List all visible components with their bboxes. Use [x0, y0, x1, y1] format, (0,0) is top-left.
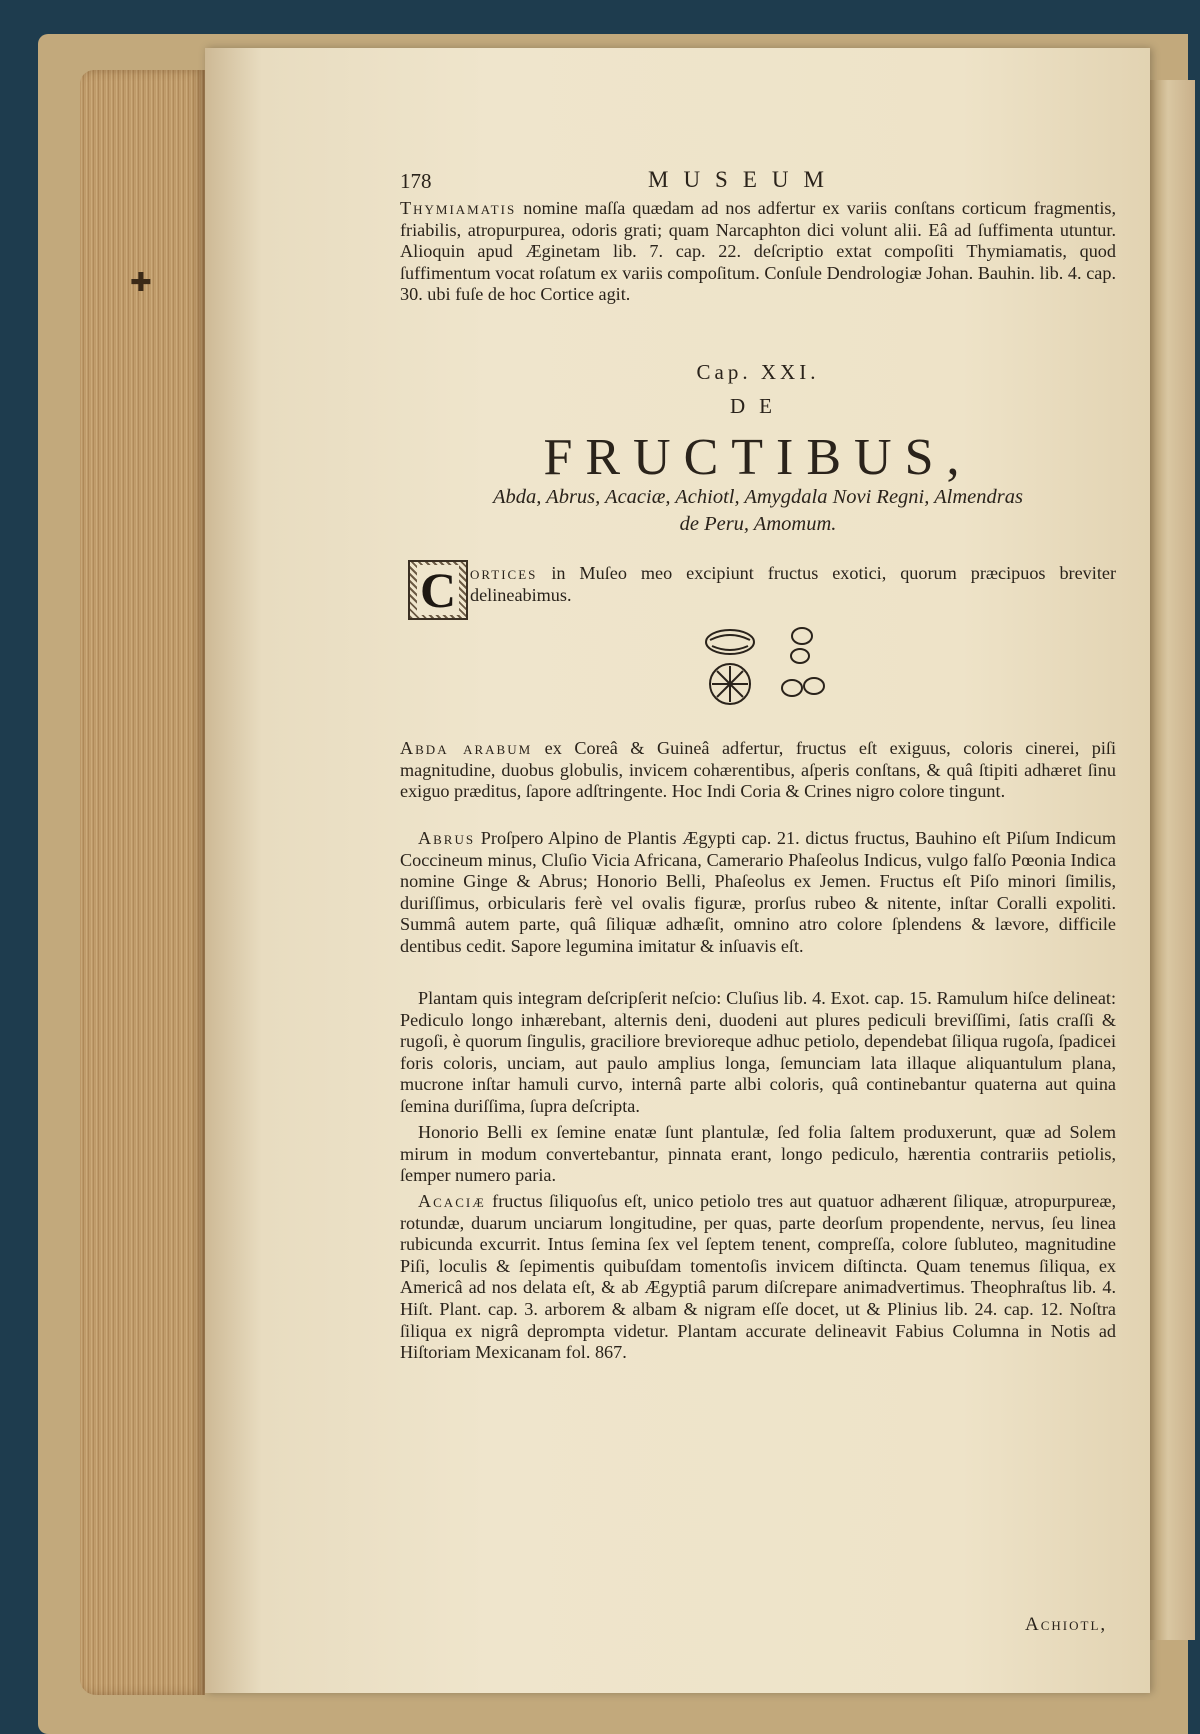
- fruit-illustration: [700, 626, 830, 708]
- paragraph-acaciae: [400, 1191, 1116, 1364]
- initial-letter: C: [417, 565, 459, 615]
- chapter-de: DE: [730, 394, 786, 418]
- running-header: [400, 167, 1120, 197]
- chapter-subtitle-line2: de Peru, Amomum.: [679, 513, 837, 535]
- intro-paragraph: [400, 198, 1116, 306]
- paragraph-lead: Thymiamatis: [400, 198, 517, 218]
- paragraph-text: Honorio Belli ex ſemine enatæ ſunt plantulæ, ſed folia ſaltem produxerunt, quæ ad Solem mirum in modum convertebantur, pinnata erant, longo pediculo, hærentia contrariis petiolis, ſemper numero paria.: [400, 1122, 1116, 1186]
- flower-fruit-icon: [710, 664, 750, 704]
- paragraph-abda: [400, 738, 1116, 803]
- paragraph-plantam: [400, 988, 1116, 1118]
- paragraph-text: nomine maſſa quædam ad nos adfertur ex variis conſtans corticum fragmentis, friabilis, atropurpurea, odoris grati; quam Narcaphton dici volunt alii. Eâ ad ſuffimenta utuntur. Alioquin apud Æginetam lib. 7. cap. 22. deſcriptio extat compoſiti Thymiamatis, quod ſuffimentum vocat roſatum ex variis compoſitum. Conſule Dendrologiæ Johan. Bauhin. lib. 4. cap. 30. ubi fuſe de hoc Cortice agit.: [400, 198, 1116, 305]
- running-title: MUSEUM: [648, 167, 839, 192]
- chapter-subtitle-line1: Abda, Abrus, Acaciæ, Achiotl, Amygdala Novi Regni, Almendras: [493, 486, 1023, 508]
- opening-paragraph: [470, 563, 1116, 606]
- abda-seed-icon: [706, 630, 754, 654]
- paragraph-abrus: [400, 828, 1116, 958]
- chapter-number: Cap. XXI.: [696, 360, 820, 384]
- catchword: Achiotl,: [1025, 1614, 1108, 1635]
- paragraph-text: fructus ſiliquoſus eſt, unico petiolo tres aut quatuor adhærent ſiliquæ, atropurpureæ, rotundæ, duarum unciarum longitudine, per quas, parte deorſum propendente, nervus, ſeu linea rubicunda excurrit. Intus ſemina ſex vel ſeptem tenent, compreſſa, colore ſubluteo, magnitudine Piſi, loculis & ſepimentis quibuſdam tomentoſis invicem diſtincta. Quam tenemus ſiliqua, ex Americâ ad nos delata eſt, & ab Ægyptiâ parum diſcrepare animadvertimus. Theophraſtus lib. 4. Hiſt. Plant. cap. 3. arborem & albam & nigram eſſe docet, ut & Plinius lib. 24. cap. 12. Noſtra ſiliqua ex nigrâ deprompta videtur. Plantam accurate delineavit Fabius Columna in Notis ad Hiſtoriam Mexicanam fol. 867.: [400, 1191, 1116, 1363]
- decorated-initial: [408, 560, 468, 620]
- page-number: 178: [400, 169, 432, 193]
- paragraph-text: in Muſeo meo excipiunt fructus exotici, quorum præcipuos breviter delineabimus.: [470, 563, 1116, 605]
- abrus-seed-icon: [791, 628, 812, 663]
- page-edges: [80, 70, 205, 1695]
- acacia-seed-icon: [782, 678, 824, 696]
- paragraph-text: Plantam quis integram deſcripſerit neſcio: Cluſius lib. 4. Exot. cap. 15. Ramulum hiſce delineat: Pediculo longo inhærebant, alternis deni, duodeni aut plures pediculi breviſſimi, ſatis craſſi & rugoſi, è quorum ſingulis, graciliore brevioreque adhuc petiolo, dependebat ſiliqua rugoſa, ſpadicei foris coloris, unciam, aut paulo amplius longa, ſemunciam lata illaque aliquantulum plana, mucrone inſtar hamuli curvo, internâ parte albi coloris, quâ continebantur quaterna aut quina ſemina duriſſima, ſupra deſcripta.: [400, 988, 1116, 1116]
- chapter-title: FRUCTIBUS,: [543, 429, 973, 486]
- paragraph-lead: Abrus: [418, 828, 476, 848]
- chapter-subtitle: [400, 484, 1116, 538]
- binding-mark: ✚: [130, 268, 152, 297]
- paragraph-honorio: [400, 1122, 1116, 1187]
- paragraph-lead: Acaciæ: [418, 1191, 486, 1211]
- paragraph-text: ex Coreâ & Guineâ adfertur, fructus eſt exiguus, coloris cinerei, piſi magnitudine, duobus globulis, invicem cohærentibus, aſperis conſtans, & quâ ſtipiti adhæret ſinu exiguo præditus, ſapore adſtringente. Hoc Indi Coria & Crines nigro colore tingunt.: [400, 738, 1117, 802]
- paragraph-lead: Abda arabum: [400, 738, 533, 758]
- paragraph-lead: ortices: [470, 563, 538, 583]
- paragraph-text: Proſpero Alpino de Plantis Ægypti cap. 21. dictus fructus, Bauhino eſt Piſum Indicum Coccineum minus, Cluſio Vicia Africana, Camerario Phaſeolus Indicus, vulgo falſo Pœonia Indica nomine Ginge & Abrus; Honorio Belli, Phaſeolus ex Jemen. Fructus eſt Piſo minori ſimilis, duriſſimus, orbicularis ferè vel ovalis figuræ, prorſus rubeo & nitente, inſtar Coralli expoliti. Summâ autem parte, quâ ſiliquæ adhæſit, omnino atro colore ſplendens & lævore, difficile dentibus cedit. Sapore legumina imitatur & inſuavis eſt.: [400, 828, 1116, 956]
- facing-page-edge: [1150, 80, 1195, 1640]
